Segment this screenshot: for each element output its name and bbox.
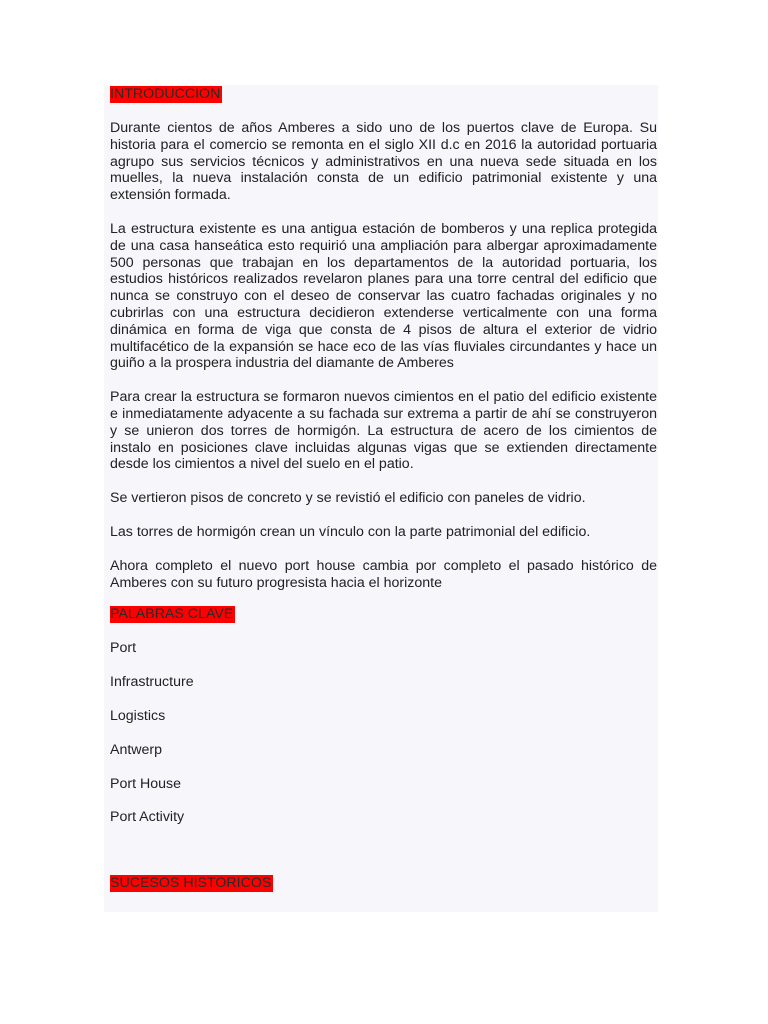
history-heading: SUCESOS HISTORICOS [110, 875, 272, 892]
keyword-item: Infrastructure [110, 674, 194, 691]
keywords-heading: PALABRAS CLAVE [110, 606, 234, 623]
keyword-item: Logistics [110, 707, 166, 724]
keyword-item: Port House [110, 775, 181, 792]
intro-paragraph-2: La estructura existente es una antigua estación de bomberos y una replica protegida de una casa hanseática esto requirió una ampliación para albergar aproximadamente 500 personas que trabajan en los departamentos de la autoridad portuaria, los estudios históricos realizados revelaron planes para una torre central del edificio que nunca se construyo con el deseo de conservar las cuatro fachadas originales y no cubrirlas con una estructura decidieron extenderse verticalmente con una forma dinámica en forma de viga que consta de 4 pisos de altura el exterior de vidrio multifacético de la expansión se hace eco de las vías fluviales circundantes y hace un guiño a la prospera industria del diamante de Amberes [110, 220, 657, 372]
intro-paragraph-3: Para crear la estructura se formaron nuevos cimientos en el patio del edificio existente e inmediatamente adyacente a su fachada sur extrema a partir de ahí se construyeron y se unieron dos torres de hormigón. La estructura de acero de los cimientos de instalo en posiciones clave incluidas algunas vigas que se extienden directamente desde los cimientos a nivel del suelo en el patio. [110, 389, 657, 473]
intro-paragraph-5: Las torres de hormigón crean un vínculo con la parte patrimonial del edificio. [110, 523, 591, 540]
history-heading-row [110, 875, 657, 893]
intro-heading: INTRODUCCION [110, 86, 221, 102]
intro-paragraph-6: Ahora completo el nuevo port house cambia por completo el pasado histórico de Amberes con su futuro progresista hacia el horizonte [110, 557, 657, 591]
keywords-heading-row [110, 606, 657, 624]
document-content [110, 86, 657, 893]
intro-heading-row [110, 86, 657, 104]
keyword-item: Port Activity [110, 809, 185, 826]
intro-paragraph-4: Se vertieron pisos de concreto y se revistió el edificio con paneles de vidrio. [110, 490, 586, 507]
intro-paragraph-1: Durante cientos de años Amberes a sido uno de los puertos clave de Europa. Su historia para el comercio se remonta en el siglo XII d.c en 2016 la autoridad portuaria agrupo sus servicios técnicos y administrativos en una nueva sede situada en los muelles, la nueva instalación consta de un edificio patrimonial existente y una extensión formada. [110, 120, 657, 204]
keyword-item: Antwerp [110, 741, 163, 758]
keyword-item: Port [110, 640, 137, 657]
